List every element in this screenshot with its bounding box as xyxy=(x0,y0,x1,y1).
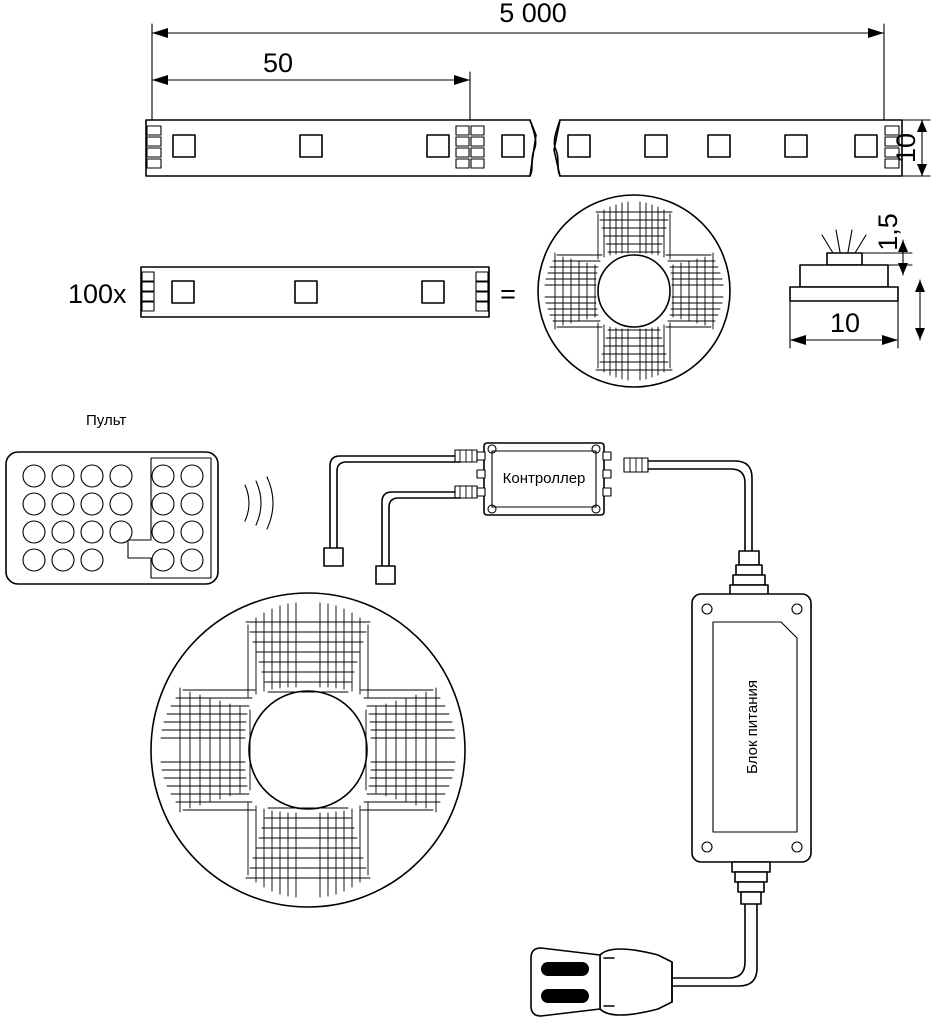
label-segment-length: 50 xyxy=(262,48,294,78)
label-remote: Пульт xyxy=(86,412,127,429)
label-controller: Контроллер xyxy=(502,470,586,487)
controller-terminals-right xyxy=(603,452,611,496)
power-supply-unit xyxy=(692,594,811,862)
label-led-height: 1,5 xyxy=(873,213,903,251)
strip-reel-large xyxy=(151,593,465,907)
dimension-led-width xyxy=(790,301,898,348)
label-total-length: 5 000 xyxy=(499,0,567,28)
ir-signal-icon xyxy=(245,477,273,529)
controller-box xyxy=(477,443,611,515)
controller-connector-a xyxy=(455,450,477,462)
controller-terminals-left xyxy=(477,452,485,496)
label-power-supply: Блок питания xyxy=(744,680,761,774)
dimension-total-length xyxy=(152,0,884,120)
psu-cable-gland-bottom xyxy=(732,862,770,904)
wire-controller-to-psu xyxy=(648,461,752,556)
led-strip-segment xyxy=(141,267,489,317)
strip-reel-small xyxy=(538,195,730,387)
dimension-segment-length xyxy=(152,48,470,120)
label-strip-width: 10 xyxy=(891,132,921,164)
label-equals: = xyxy=(500,279,516,309)
light-rays-icon xyxy=(822,230,866,253)
wire-controller-to-strip-2 xyxy=(376,492,460,584)
wire-controller-to-strip-1 xyxy=(324,456,460,566)
led-strip-full xyxy=(146,120,902,176)
mains-cable xyxy=(672,904,757,986)
label-led-width: 10 xyxy=(829,308,861,338)
segment-pads-left xyxy=(142,272,154,311)
segment-pads-right xyxy=(476,272,488,311)
controller-connector-b xyxy=(455,486,477,498)
led-chip-detail xyxy=(790,213,925,348)
label-multiplier: 100x xyxy=(68,279,127,309)
dimension-led-right-ext xyxy=(915,280,925,340)
controller-connector-out xyxy=(624,458,648,472)
mains-plug xyxy=(531,948,672,1016)
remote-control[interactable] xyxy=(6,452,218,584)
psu-cable-gland-top xyxy=(730,551,768,595)
